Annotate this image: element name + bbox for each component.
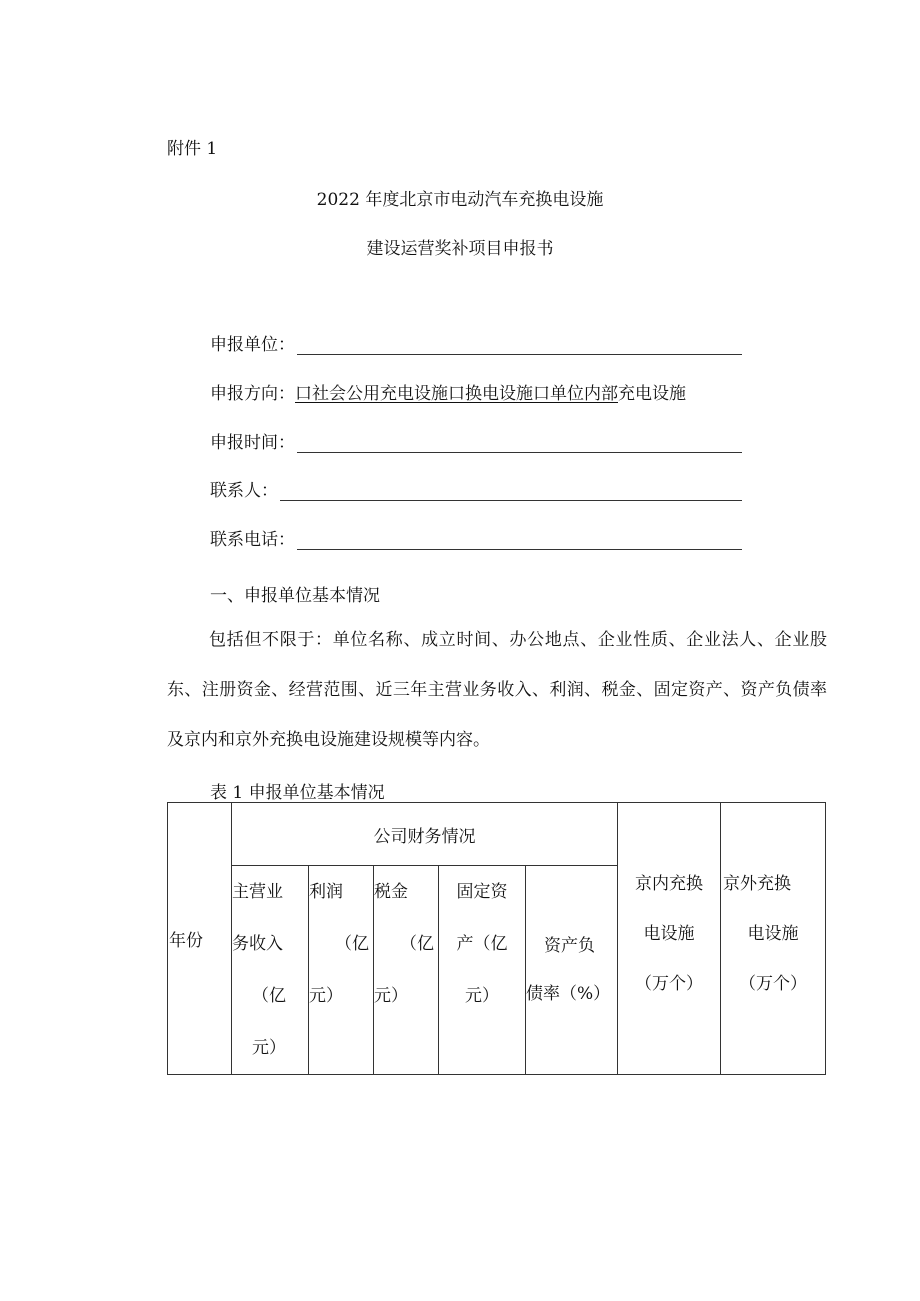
beijing-header-line2: 电设施	[643, 924, 695, 944]
phone-label: 联系电话：	[210, 530, 295, 550]
ratio-header-line2: 债率（%）	[526, 984, 611, 1004]
attachment-label: 附件 1	[167, 139, 218, 159]
outside-header-line2: 电设施	[747, 924, 799, 944]
profit-header-line1: 利润	[309, 882, 343, 902]
direction-label: 申报方向：	[210, 384, 295, 404]
revenue-header	[232, 866, 309, 1075]
document-title-line2: 建设运营奖补项目申报书	[366, 239, 554, 259]
beijing-facilities-header	[618, 803, 721, 1075]
phone-input-line[interactable]	[297, 529, 742, 550]
fixed-header-line3: 元）	[465, 986, 499, 1006]
contact-label: 联系人：	[210, 481, 278, 501]
time-input-line[interactable]	[297, 432, 742, 453]
time-label: 申报时间：	[210, 433, 295, 453]
direction-tail: 充电设施	[618, 384, 686, 404]
unit-field	[210, 330, 742, 355]
outside-header-line3: （万个）	[739, 974, 807, 994]
year-header: 年份	[168, 803, 232, 1075]
tax-header	[374, 866, 439, 1075]
finance-header: 公司财务情况	[232, 803, 618, 866]
fixed-header-line1: 固定资	[456, 882, 508, 902]
basic-info-table	[167, 802, 826, 1075]
document-title-line1: 2022 年度北京市电动汽车充换电设施	[316, 190, 604, 210]
revenue-header-line2: 务收入	[232, 934, 283, 954]
unit-input-line[interactable]	[297, 334, 742, 355]
beijing-header-line3: （万个）	[635, 974, 703, 994]
direction-options[interactable]: 口社会公用充电设施口换电设施口单位内部	[295, 384, 618, 404]
debt-ratio-header	[526, 866, 618, 1075]
outside-header-line1: 京外充换	[723, 874, 791, 894]
direction-field	[210, 379, 686, 404]
revenue-header-line1: 主营业	[232, 882, 283, 902]
contact-input-line[interactable]	[280, 480, 742, 501]
profit-header	[309, 866, 374, 1075]
revenue-header-line3: （亿	[252, 986, 286, 1006]
revenue-header-line4: 元）	[252, 1038, 286, 1058]
profit-header-line3: 元）	[309, 986, 343, 1006]
fixed-header-line2: 产（亿	[456, 934, 508, 954]
section1-paragraph: 包括但不限于：单位名称、成立时间、办公地点、企业性质、企业法人、企业股东、注册资金、经营范围、近三年主营业务收入、利润、税金、固定资产、资产负债率及京内和京外充换电设施建设规模等内容。	[167, 630, 827, 750]
time-field	[210, 428, 742, 453]
section1-title: 一、申报单位基本情况	[210, 586, 380, 606]
fixed-assets-header	[439, 866, 526, 1075]
tax-header-line3: 元）	[374, 986, 408, 1006]
profit-header-line2: （亿	[335, 934, 369, 954]
tax-header-line1: 税金	[374, 882, 408, 902]
ratio-header-line1: 资产负	[544, 936, 595, 956]
contact-field	[210, 476, 742, 501]
beijing-header-line1: 京内充换	[635, 874, 703, 894]
outside-facilities-header	[721, 803, 826, 1075]
phone-field	[210, 525, 742, 550]
unit-label: 申报单位：	[210, 335, 295, 355]
tax-header-line2: （亿	[400, 934, 434, 954]
table-caption: 表 1 申报单位基本情况	[210, 783, 385, 803]
